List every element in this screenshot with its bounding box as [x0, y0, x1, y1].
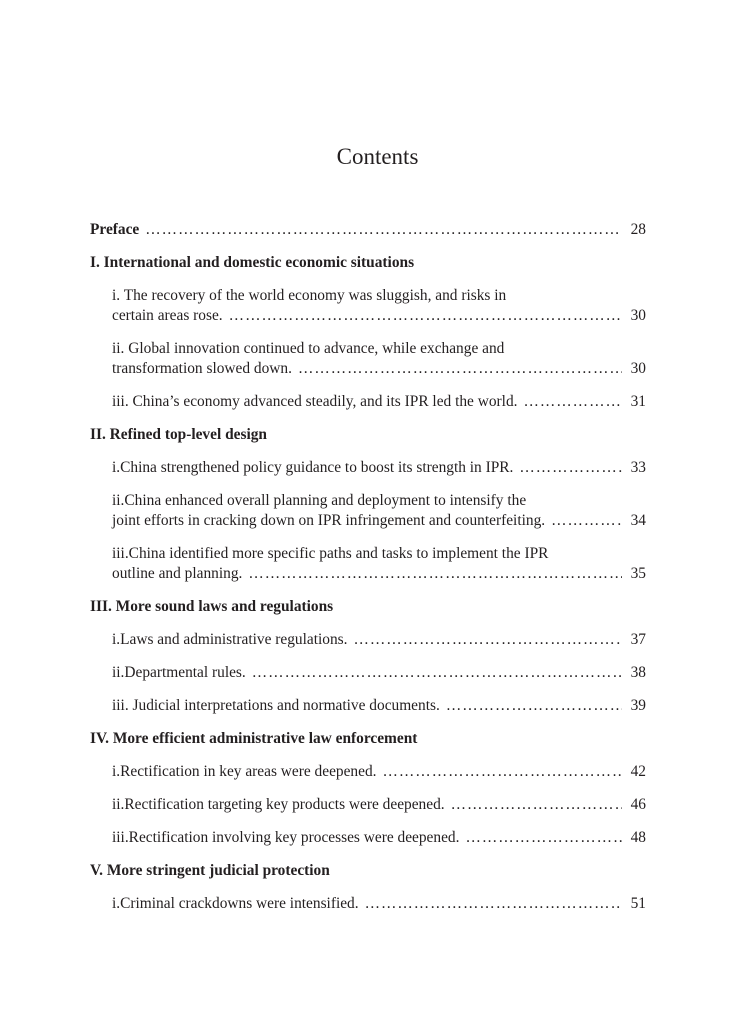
toc-entry-line: ii.China enhanced overall planning and deployment to intensify the: [112, 492, 527, 509]
toc-entry-line: iii. Judicial interpretations and normative documents.: [112, 697, 440, 714]
toc-section-heading[interactable]: III. More sound laws and regulations: [90, 598, 334, 615]
toc-entry-line: i. The recovery of the world economy was sluggish, and risks in: [112, 287, 507, 304]
dot-leader: [519, 458, 622, 478]
toc-entry-line: i.Criminal crackdowns were intensified.: [112, 895, 359, 912]
dot-leader: [465, 828, 622, 848]
toc-page-number: 42: [630, 763, 646, 780]
toc-entry[interactable]: [90, 696, 646, 716]
dot-leader: [145, 220, 622, 240]
toc-entry-line: ii.Departmental rules.: [112, 664, 246, 681]
toc-page-number: 33: [630, 459, 646, 476]
toc-entry[interactable]: [90, 795, 646, 815]
toc-page-number: 34: [630, 512, 646, 529]
toc-entry-line: i.China strengthened policy guidance to boost its strength in IPR.: [112, 459, 514, 476]
toc-section-heading[interactable]: II. Refined top-level design: [90, 426, 267, 443]
toc-section-heading[interactable]: V. More stringent judicial protection: [90, 862, 330, 879]
toc-entry-line: i.Rectification in key areas were deepened.: [112, 763, 377, 780]
toc-entry[interactable]: [90, 663, 646, 683]
toc-page-number: 30: [630, 360, 646, 377]
toc-entry[interactable]: [90, 828, 646, 848]
toc-entry-preface[interactable]: [90, 220, 646, 240]
toc-page-number: 30: [630, 307, 646, 324]
toc-entry-label: Preface: [90, 221, 140, 238]
toc-page-number: 31: [630, 393, 646, 410]
toc-entry-line: ii.Rectification targeting key products were deepened.: [112, 796, 445, 813]
dot-leader: [252, 663, 622, 683]
toc-entry[interactable]: [90, 458, 646, 478]
toc-entry[interactable]: [90, 894, 646, 914]
toc-entry[interactable]: [90, 339, 646, 379]
dot-leader: [446, 696, 622, 716]
toc-page-number: 38: [630, 664, 646, 681]
toc-section-heading[interactable]: I. International and domestic economic situations: [90, 254, 415, 271]
toc-entry[interactable]: [90, 491, 646, 531]
toc-entry[interactable]: [90, 630, 646, 650]
toc-entry-line: ii. Global innovation continued to advance, while exchange and: [112, 340, 505, 357]
dot-leader: [451, 795, 622, 815]
toc-page-number: 37: [630, 631, 646, 648]
toc-page-number: 51: [630, 895, 646, 912]
toc-entry-line: iii.China identified more specific paths and tasks to implement the IPR: [112, 545, 549, 562]
toc-entry-line: certain areas rose.: [112, 307, 223, 324]
toc-page-number: 48: [630, 829, 646, 846]
dot-leader: [524, 392, 623, 412]
toc-entry[interactable]: [90, 392, 646, 412]
toc-entry-line: transformation slowed down.: [112, 360, 292, 377]
dot-leader: [383, 762, 622, 782]
toc-entry-line: iii. China’s economy advanced steadily, and its IPR led the world.: [112, 393, 518, 410]
toc-entry[interactable]: [90, 544, 646, 584]
toc-page-number: 46: [630, 796, 646, 813]
page-title: Contents: [336, 144, 419, 169]
table-of-contents: [90, 220, 646, 927]
toc-page-number: 28: [630, 221, 646, 238]
toc-entry-line: outline and planning.: [112, 565, 243, 582]
toc-entry[interactable]: [90, 286, 646, 326]
toc-section-heading[interactable]: IV. More efficient administrative law enforcement: [90, 730, 418, 747]
toc-entry-line: joint efforts in cracking down on IPR infringement and counterfeiting.: [112, 512, 546, 529]
dot-leader: [248, 564, 622, 584]
toc-page-number: 39: [630, 697, 646, 714]
toc-entry-line: i.Laws and administrative regulations.: [112, 631, 348, 648]
dot-leader: [365, 894, 622, 914]
dot-leader: [551, 511, 622, 531]
toc-entry[interactable]: [90, 762, 646, 782]
dot-leader: [298, 359, 622, 379]
toc-page-number: 35: [630, 565, 646, 582]
dot-leader: [354, 630, 622, 650]
dot-leader: [229, 306, 622, 326]
toc-entry-line: iii.Rectification involving key processes were deepened.: [112, 829, 460, 846]
